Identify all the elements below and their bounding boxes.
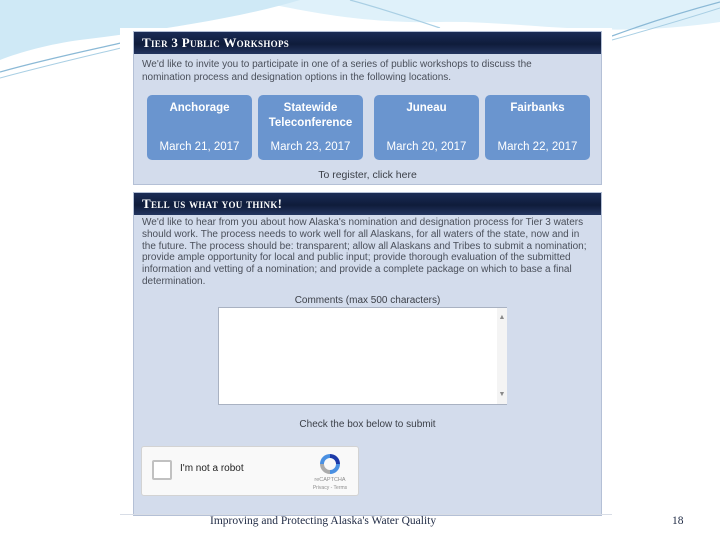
location-date: March 23, 2017 xyxy=(270,141,351,153)
workshops-title: Tier 3 Public Workshops xyxy=(134,32,601,54)
location-anchorage[interactable] xyxy=(147,95,252,160)
register-link[interactable]: To register, click here xyxy=(318,169,417,181)
footer-text: Improving and Protecting Alaska's Water Quality xyxy=(210,515,437,527)
location-name: Fairbanks xyxy=(510,102,565,114)
feedback-title: Tell us what you think! xyxy=(134,193,601,215)
workshops-panel xyxy=(133,31,602,185)
location-date: March 20, 2017 xyxy=(386,141,467,153)
location-fairbanks[interactable] xyxy=(485,95,590,160)
comments-scrollbar[interactable] xyxy=(497,308,507,404)
location-name: Statewide Teleconference xyxy=(268,102,353,129)
feedback-panel xyxy=(133,192,602,516)
location-juneau[interactable] xyxy=(374,95,479,160)
page-number: 18 xyxy=(672,515,684,527)
location-name: Juneau xyxy=(406,102,447,114)
location-date: March 22, 2017 xyxy=(497,141,578,153)
comments-textarea[interactable] xyxy=(218,307,507,405)
recaptcha-logo-icon xyxy=(318,452,342,476)
recaptcha-brand: reCAPTCHA xyxy=(314,477,346,483)
recaptcha-links[interactable]: Privacy - Terms xyxy=(312,485,348,491)
location-name: Anchorage xyxy=(169,102,230,114)
feedback-description: We'd like to hear from you about how Alaska's nomination and designation process for Tier 3 waters should work. The process needs to work well for all Alaskans, for all waters of the state, now and in the future. The process should be: transparent; allow all Alaskans and Tribes to submit a nomination; provide ample opportunity for local and public input; provide thorough evaluation of the submitted information and vetting of a nomination; and provide a complete package on which to base a final determination. xyxy=(142,217,587,287)
location-teleconference[interactable] xyxy=(258,95,363,160)
recaptcha-widget xyxy=(141,446,359,496)
robot-checkbox[interactable] xyxy=(152,460,172,480)
screenshot-area xyxy=(120,28,612,516)
check-hint: Check the box below to submit xyxy=(299,419,436,430)
scroll-up-icon[interactable]: ▲ xyxy=(498,314,506,321)
comments-label: Comments (max 500 characters) xyxy=(294,295,441,306)
workshops-intro: We'd like to invite you to participate in one of a series of public workshops to discuss the nomination process and designation options in the following locations. xyxy=(142,59,532,83)
location-date: March 21, 2017 xyxy=(159,141,240,153)
robot-checkbox-label: I'm not a robot xyxy=(180,463,244,474)
scroll-down-icon[interactable]: ▼ xyxy=(498,391,506,398)
